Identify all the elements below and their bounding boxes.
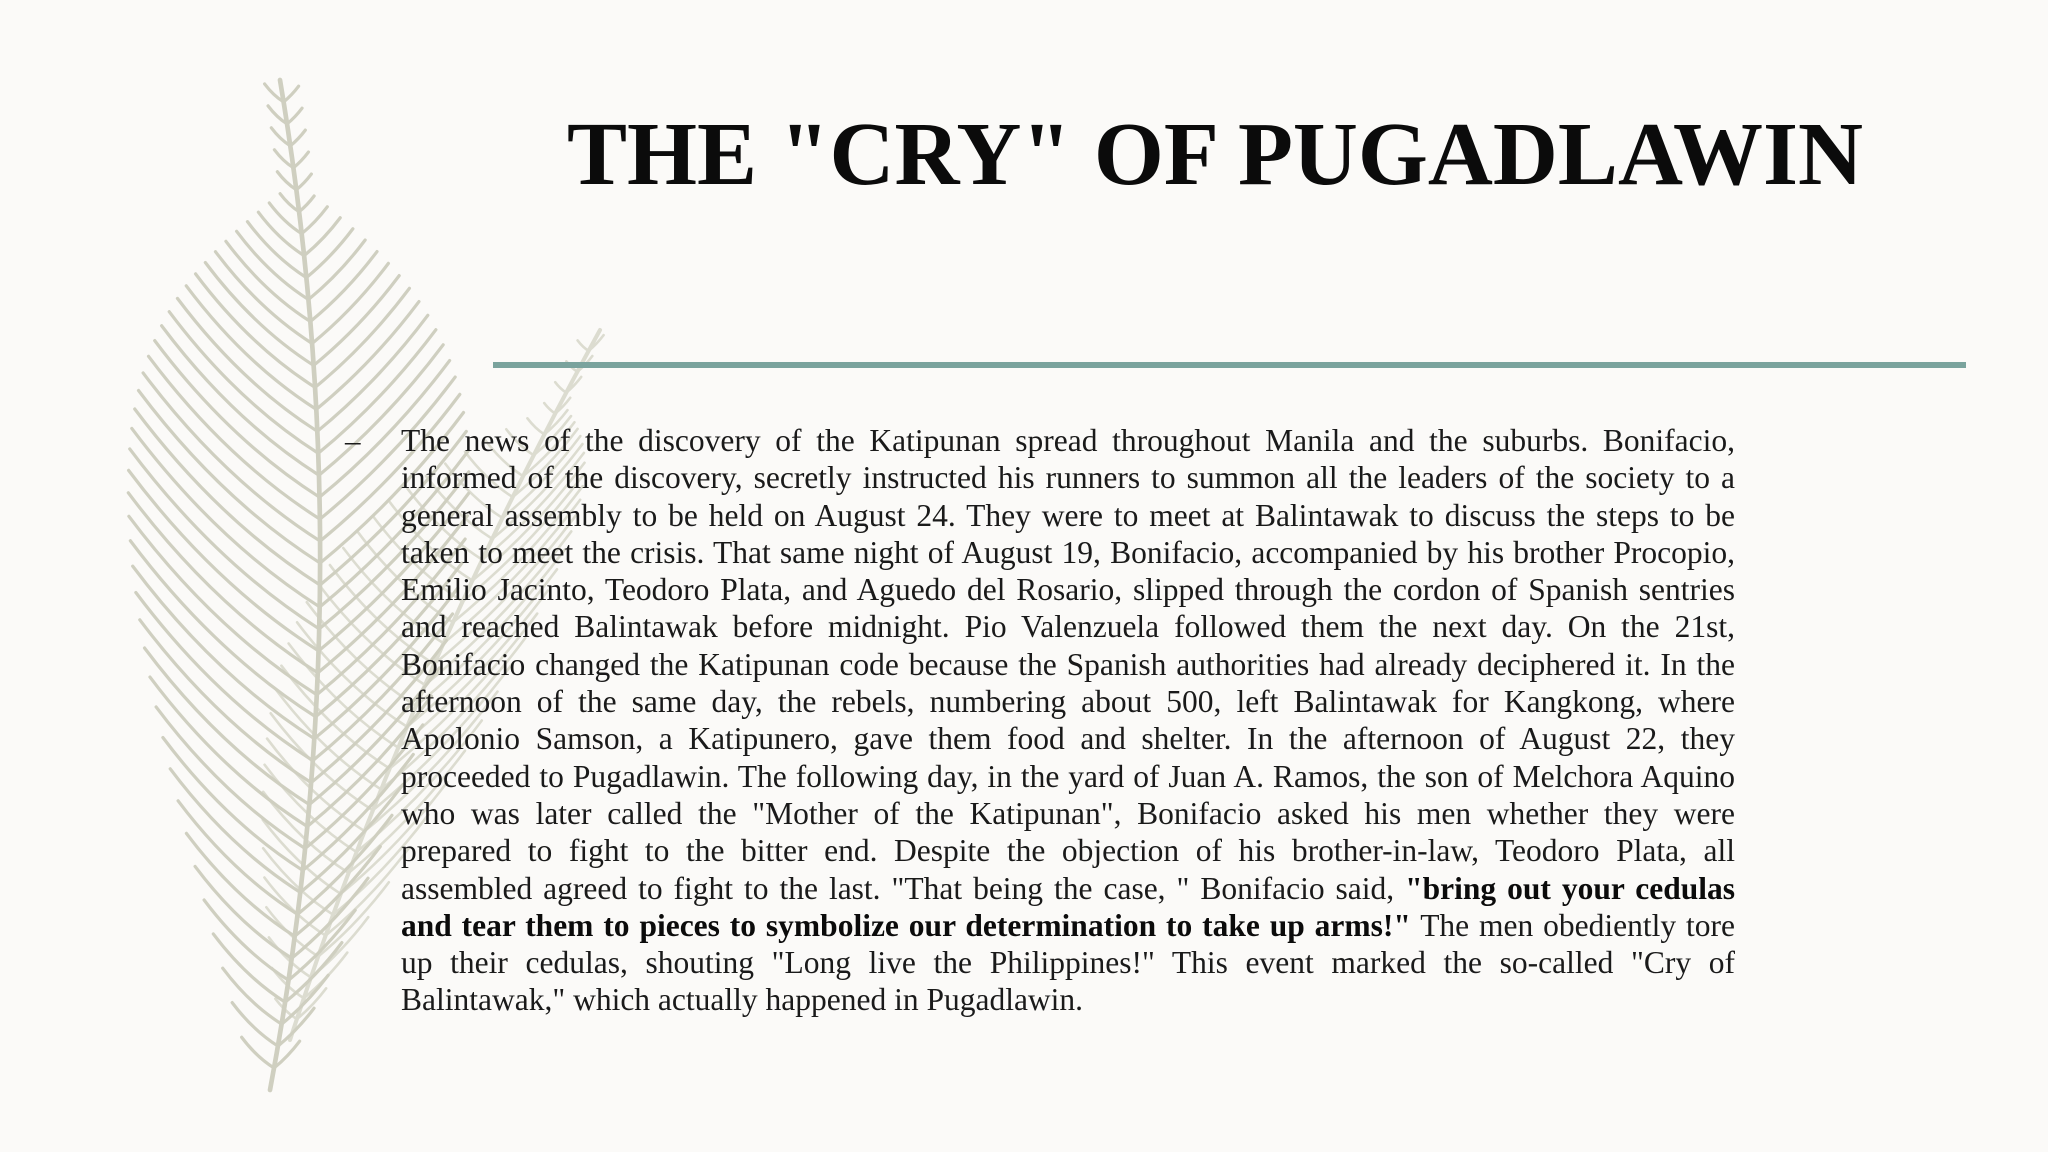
bonifacio-quote: "bring out your cedulas and tear them to pieces to symbolize our determination to take up arms!"	[401, 870, 1735, 943]
paragraph-intro: The news of the discovery of the Katipunan spread throughout Manila and the suburbs. Bonifacio, informed of the discovery, secretly instructed his runners to summon all the leaders of the society to a general assembly to be held on August 24. They were to meet at Balintawak to discuss the steps to be taken to meet the crisis. That same night of August 19, Bonifacio, accompanied by his brother Procopio, Emilio Jacinto, Teodoro Plata, and Aguedo del Rosario, slipped through the cordon of Spanish sentries and reached Balintawak before midnight. Pio Valenzuela followed them the next day. On the 21st, Bonifacio changed the Katipunan code because the Spanish authorities had already deciphered it. In the afternoon of the same day, the rebels, numbering about 500, left Balintawak for Kangkong, where Apolonio Samson, a Katipunero, gave them food and shelter. In the afternoon of August 22, they proceeded to Pugadlawin. The following day, in the yard of Juan A. Ramos, the son of Melchora Aquino who was later called the "Mother of the Katipunan", Bonifacio asked his men whether they were prepared to fight to the bitter end. Despite the objection of his brother-in-law, Teodoro Plata, all assembled agreed to fight to the last. "That being the case, " Bonifacio said,	[401, 423, 1735, 906]
paragraph-outro: The men obediently tore up their cedulas, shouting "Long live the Philippines!" This event marked the so-called "Cry of Balintawak," which actually happened in Pugadlawin.	[401, 907, 1736, 1018]
slide-title: THE "CRY" OF PUGADLAWIN	[567, 105, 1863, 204]
bullet-marker: –	[345, 423, 361, 458]
body-paragraph	[401, 422, 1735, 1019]
title-divider	[493, 362, 1966, 368]
